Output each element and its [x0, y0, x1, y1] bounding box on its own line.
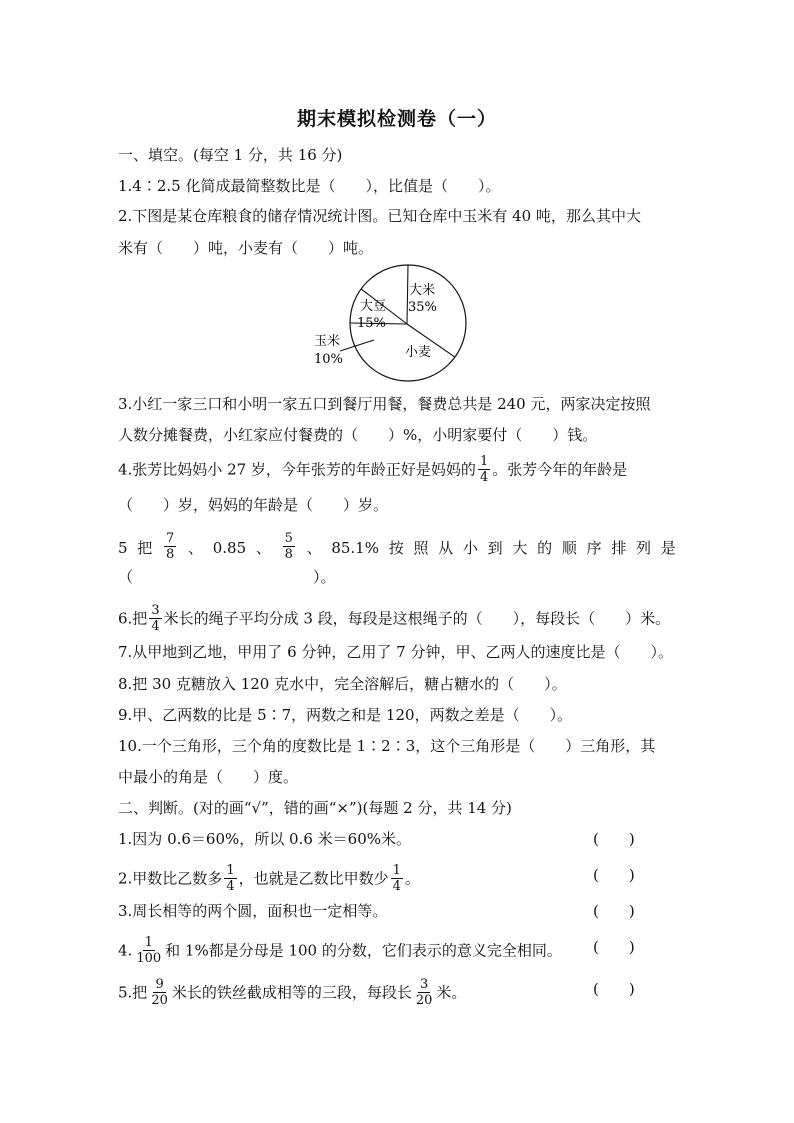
q6-text-post: 米长的绳子平均分成 3 段，每段是这根绳子的（ ），每段长（ ）米。: [163, 609, 671, 628]
judge-4: [118, 936, 562, 967]
question-10-line2: 中最小的角是（ ）度。: [118, 768, 299, 786]
page-title: 期末模拟检测卷（一）: [296, 108, 497, 130]
question-4-line1: [118, 455, 627, 486]
judge-1-answer-blank[interactable]: ( ): [593, 830, 635, 848]
fraction-numerator: 7: [166, 531, 175, 546]
q5-spread: [118, 532, 676, 563]
j2-text-pre: 2.甲数比乙数多: [118, 869, 223, 888]
fraction-q5a: [164, 531, 176, 562]
fraction-q4: [478, 454, 490, 485]
slice-value-corn: 10%: [314, 352, 343, 367]
question-6: [118, 604, 670, 635]
q4-text-pre: 4.张芳比妈妈小 27 岁，今年张芳的年龄正好是妈妈的: [118, 460, 476, 479]
q5-word: 列: [636, 538, 652, 557]
j2-text-post: 。: [404, 869, 420, 888]
question-5-line1: [118, 532, 676, 563]
fraction-j2b: [391, 863, 403, 894]
fraction-numerator: 1: [144, 935, 153, 950]
slice-label-rice: 大米: [409, 283, 436, 298]
q5-word: 、: [188, 538, 204, 557]
fraction-denominator: 100: [136, 951, 162, 966]
fraction-numerator: 3: [420, 977, 429, 992]
question-2-line1: 2.下图是某仓库粮食的储存情况统计图。已知仓库中玉米有 40 吨，那么其中大: [118, 207, 641, 225]
fraction-j5b: [414, 977, 435, 1008]
slice-label-soy: 大豆: [360, 299, 387, 314]
fraction-denominator: 20: [151, 993, 168, 1008]
judge-5: [118, 978, 466, 1009]
q4-text-post: 。张芳今年的年龄是: [492, 460, 628, 479]
fraction-denominator: 8: [284, 547, 293, 562]
j2-text-mid: ，也就是乙数比甲数少: [238, 869, 389, 888]
q5-word: 是: [660, 538, 676, 557]
fraction-numerator: 3: [151, 603, 160, 618]
q5-word: 、: [255, 538, 271, 557]
fraction-numerator: 9: [155, 977, 164, 992]
question-10-line1: 10.一个三角形，三个角的度数比是 1∶2∶3，这个三角形是（ ）三角形，其: [118, 737, 656, 755]
j5-text-mid: 米长的铁丝截成相等的三段，每段长: [171, 983, 412, 1002]
fraction-numerator: 1: [392, 863, 401, 878]
j4-text-pre: 4.: [118, 941, 133, 960]
fraction-j4: [134, 935, 163, 966]
pie-slice-boundary-1: [407, 265, 408, 324]
j5-text-pre: 5.把: [118, 983, 148, 1002]
judge-2: [118, 864, 420, 895]
section2-heading: 二、判断。(对的画“√”，错的画“×”)(每题 2 分，共 14 分): [118, 799, 512, 817]
question-3-line2: 人数分摊餐费，小红家应付餐费的（ ）%，小明家要付（ ）钱。: [118, 426, 598, 444]
question-7: 7.从甲地到乙地，甲用了 6 分钟，乙用了 7 分钟，甲、乙两人的速度比是（ ）。: [118, 643, 673, 661]
fraction-q5b: [283, 531, 295, 562]
fraction-j5a: [149, 977, 170, 1008]
judge-1: 1.因为 0.6＝60%，所以 0.6 米＝60%米。: [118, 830, 412, 848]
q5-word: 到: [487, 538, 503, 557]
q5-word: 0.85: [212, 538, 247, 557]
judge-3: 3.周长相等的两个圆，面积也一定相等。: [118, 902, 388, 920]
question-5-line2: （ ）。: [118, 568, 336, 586]
fraction-denominator: 4: [392, 879, 401, 894]
judge-4-answer-blank[interactable]: ( ): [593, 938, 635, 956]
q5-word: 大: [512, 538, 528, 557]
question-4-line2: （ ）岁，妈妈的年龄是（ ）岁。: [118, 496, 389, 514]
q5-word: 序: [586, 538, 602, 557]
j4-text-post: 和 1%都是分母是 100 的分数，它们表示的意义完全相同。: [165, 941, 562, 960]
q5-word: 、: [306, 538, 322, 557]
j5-text-post: 米。: [436, 983, 467, 1002]
fraction-q6: [149, 603, 161, 634]
judge-2-answer-blank[interactable]: ( ): [593, 866, 635, 884]
q5-word: 的: [537, 538, 553, 557]
q5-word: 照: [413, 538, 429, 557]
question-3-line1: 3.小红一家三口和小明一家五口到餐厅用餐，餐费总共是 240 元，两家决定按照: [118, 395, 651, 413]
grain-pie-chart: [300, 258, 480, 384]
question-2-line2: 米有（ ）吨，小麦有（ ）吨。: [118, 239, 374, 257]
fraction-denominator: 20: [415, 993, 433, 1008]
q5-word: 从: [438, 538, 454, 557]
slice-label-wheat: 小麦: [405, 345, 432, 360]
slice-label-corn: 玉米: [314, 334, 341, 349]
judge-3-answer-blank[interactable]: ( ): [593, 902, 635, 920]
q5-word: 5: [118, 538, 128, 557]
fraction-numerator: 1: [479, 454, 489, 469]
question-9: 9.甲、乙两数的比是 5∶7，两数之和是 120，两数之差是（ ）。: [118, 706, 573, 724]
fraction-denominator: 4: [479, 470, 489, 485]
q5-word: 85.1%: [331, 538, 379, 557]
q5-word: 排: [611, 538, 627, 557]
q5-word: 顺: [561, 538, 577, 557]
fraction-j2a: [224, 863, 236, 894]
fraction-denominator: 8: [166, 547, 175, 562]
slice-value-soy: 15%: [357, 316, 386, 331]
fraction-numerator: 5: [284, 531, 293, 546]
question-8: 8.把 30 克糖放入 120 克水中，完全溶解后，糖占糖水的（ ）。: [118, 675, 567, 693]
question-1: 1.4∶2.5 化简成最简整数比是（ ），比值是（ ）。: [118, 177, 501, 195]
judge-5-answer-blank[interactable]: ( ): [593, 980, 635, 998]
q5-word: 把: [137, 538, 153, 557]
q5-word: 小: [462, 538, 478, 557]
q6-text-pre: 6.把: [118, 609, 148, 628]
fraction-denominator: 4: [151, 619, 160, 634]
fraction-denominator: 4: [226, 879, 235, 894]
section1-heading: 一、填空。(每空 1 分，共 16 分): [118, 146, 343, 164]
slice-value-rice: 35%: [408, 300, 437, 315]
fraction-numerator: 1: [226, 863, 235, 878]
q5-word: 按: [388, 538, 404, 557]
